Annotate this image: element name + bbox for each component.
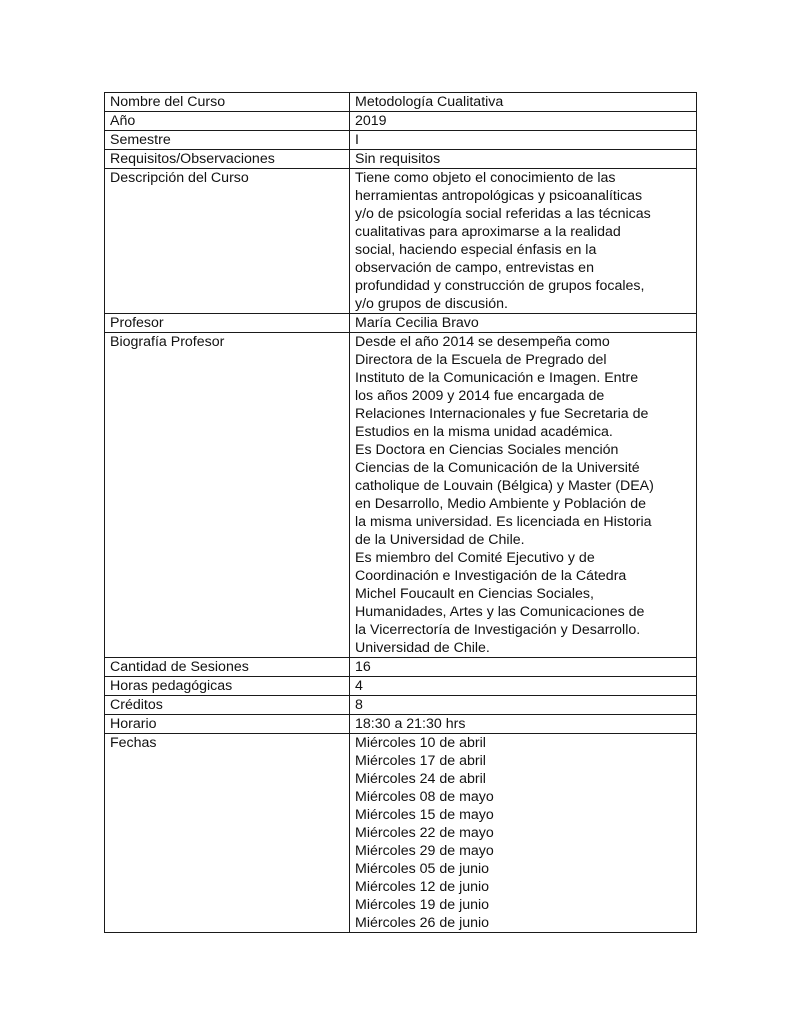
description-line: cualitativas para aproximarse a la realidad <box>355 224 621 240</box>
biography-line: Coordinación e Investigación de la Cátedra <box>355 568 627 584</box>
label-cell: Biografía Profesor <box>105 333 350 658</box>
value-cell: 16 <box>350 658 697 677</box>
value-cell: Sin requisitos <box>350 150 697 169</box>
value-cell: 18:30 a 21:30 hrs <box>350 715 697 734</box>
table-row-sessions <box>105 658 697 677</box>
table-row-hours <box>105 677 697 696</box>
label-cell: Nombre del Curso <box>105 93 350 112</box>
description-line: y/o de psicología social referidas a las técnicas <box>355 206 651 222</box>
date-line: Miércoles 26 de junio <box>355 915 490 931</box>
biography-line: la misma universidad. Es licenciada en Historia <box>355 514 652 530</box>
table-row-year <box>105 112 697 131</box>
biography-line: Desde el año 2014 se desempeña como <box>355 334 610 350</box>
biography-line: Instituto de la Comunicación e Imagen. Entre <box>355 370 639 386</box>
value-cell: 8 <box>350 696 697 715</box>
table-row-biography <box>105 333 697 658</box>
table-row-description <box>105 169 697 314</box>
label-cell: Horario <box>105 715 350 734</box>
value-cell <box>350 169 697 314</box>
label-cell: Cantidad de Sesiones <box>105 658 350 677</box>
biography-line: Ciencias de la Comunicación de la Université <box>355 460 640 476</box>
table-row-course-name <box>105 93 697 112</box>
label-cell: Semestre <box>105 131 350 150</box>
description-line: Tiene como objeto el conocimiento de las <box>355 170 616 186</box>
biography-line: Es miembro del Comité Ejecutivo y de <box>355 550 595 566</box>
biography-line: de la Universidad de Chile. <box>355 532 525 548</box>
label-cell: Descripción del Curso <box>105 169 350 314</box>
biography-line: Estudios en la misma unidad académica. <box>355 424 613 440</box>
description-line: profundidad y construcción de grupos focales, <box>355 278 645 294</box>
date-line: Miércoles 29 de mayo <box>355 843 494 859</box>
label-cell: Horas pedagógicas <box>105 677 350 696</box>
date-line: Miércoles 17 de abril <box>355 753 486 769</box>
description-line: observación de campo, entrevistas en <box>355 260 594 276</box>
biography-line: Universidad de Chile. <box>355 640 490 656</box>
value-cell: Metodología Cualitativa <box>350 93 697 112</box>
date-line: Miércoles 05 de junio <box>355 861 490 877</box>
course-info-table <box>104 92 697 933</box>
date-line: Miércoles 24 de abril <box>355 771 486 787</box>
label-cell: Profesor <box>105 314 350 333</box>
description-line: social, haciendo especial énfasis en la <box>355 242 597 258</box>
description-line: y/o grupos de discusión. <box>355 296 509 312</box>
table-row-semester <box>105 131 697 150</box>
biography-line: la Vicerrectoría de Investigación y Desarrollo. <box>355 622 641 638</box>
table-row-credits <box>105 696 697 715</box>
label-cell: Año <box>105 112 350 131</box>
label-cell: Créditos <box>105 696 350 715</box>
date-line: Miércoles 08 de mayo <box>355 789 494 805</box>
table-row-dates <box>105 734 697 933</box>
date-line: Miércoles 12 de junio <box>355 879 490 895</box>
value-cell <box>350 333 697 658</box>
biography-line: en Desarrollo, Medio Ambiente y Población de <box>355 496 647 512</box>
biography-line: los años 2009 y 2014 fue encargada de <box>355 388 605 404</box>
biography-line: Directora de la Escuela de Pregrado del <box>355 352 607 368</box>
value-cell: 4 <box>350 677 697 696</box>
value-cell: 2019 <box>350 112 697 131</box>
biography-line: Humanidades, Artes y las Comunicaciones de <box>355 604 645 620</box>
date-line: Miércoles 22 de mayo <box>355 825 494 841</box>
table-row-schedule <box>105 715 697 734</box>
value-cell: I <box>350 131 697 150</box>
label-cell: Fechas <box>105 734 350 933</box>
table-row-requirements <box>105 150 697 169</box>
description-line: herramientas antropológicas y psicoanalíticas <box>355 188 643 204</box>
biography-line: Es Doctora en Ciencias Sociales mención <box>355 442 619 458</box>
value-cell <box>350 734 697 933</box>
table-row-professor <box>105 314 697 333</box>
biography-line: Relaciones Internacionales y fue Secretaria de <box>355 406 649 422</box>
biography-line: Michel Foucault en Ciencias Sociales, <box>355 586 594 602</box>
biography-line: catholique de Louvain (Bélgica) y Master (DEA) <box>355 478 654 494</box>
date-line: Miércoles 15 de mayo <box>355 807 494 823</box>
date-line: Miércoles 19 de junio <box>355 897 490 913</box>
label-cell: Requisitos/Observaciones <box>105 150 350 169</box>
date-line: Miércoles 10 de abril <box>355 735 486 751</box>
value-cell: María Cecilia Bravo <box>350 314 697 333</box>
